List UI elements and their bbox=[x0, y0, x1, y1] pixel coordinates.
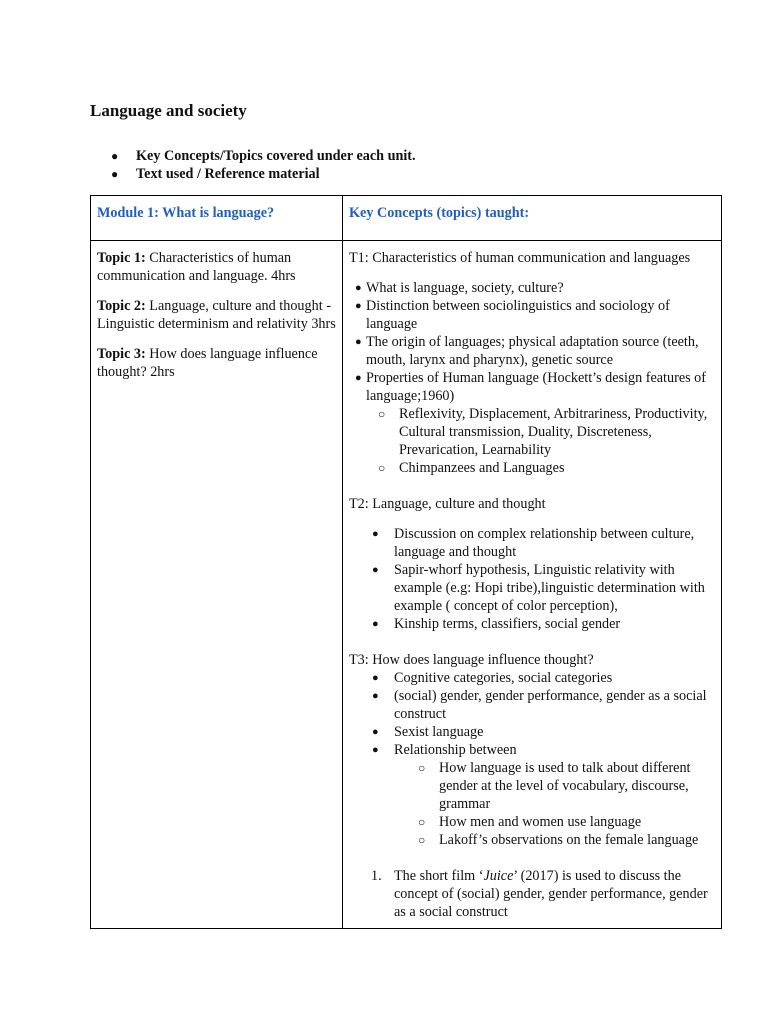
t3-sub-bullet-list bbox=[394, 759, 715, 849]
list-item bbox=[349, 867, 715, 921]
list-item: ● Distinction between sociolinguistics and sociology of language bbox=[349, 297, 715, 333]
t1-heading: T1: Characteristics of human communication and languages bbox=[349, 250, 691, 266]
t3-heading: T3: How does language influence thought? bbox=[349, 652, 594, 668]
list-number: 1. bbox=[371, 868, 382, 884]
topic-text: How does language influence thought? 2hrs bbox=[97, 346, 318, 380]
list-item: ● What is language, society, culture? bbox=[349, 279, 715, 297]
module-heading: Module 1: What is language? bbox=[97, 205, 275, 221]
list-item-text-before: The short film ‘ bbox=[394, 868, 484, 884]
topic-3 bbox=[97, 345, 336, 381]
topics-cell bbox=[91, 241, 343, 929]
topic-2 bbox=[97, 297, 336, 333]
topic-1 bbox=[97, 249, 336, 285]
list-item: ○ How language is used to talk about different gender at the level of vocabulary, discourse, grammar bbox=[394, 759, 715, 813]
summary-bullet-list bbox=[90, 147, 416, 183]
topic-label: Topic 3: bbox=[97, 346, 146, 362]
topic-text: Language, culture and thought -Linguistic determinism and relativity 3hrs bbox=[97, 298, 336, 332]
summary-bullet: ● Key Concepts/Topics covered under each unit. bbox=[90, 147, 416, 165]
module-table bbox=[90, 195, 722, 929]
summary-bullet: ● Text used / Reference material bbox=[90, 165, 416, 183]
concepts-heading: Key Concepts (topics) taught: bbox=[349, 205, 530, 221]
table-header-row bbox=[91, 196, 722, 241]
table-body-row bbox=[91, 241, 722, 929]
topic-text: Characteristics of human communication and language. 4hrs bbox=[97, 250, 296, 284]
list-item: ○ How men and women use language bbox=[394, 813, 715, 831]
list-item: ● Cognitive categories, social categories bbox=[349, 669, 715, 687]
list-item: ● (social) gender, gender performance, gender as a social construct bbox=[349, 687, 715, 723]
t1-sub-bullet-list bbox=[349, 405, 715, 477]
t1-bullet-list bbox=[349, 279, 715, 405]
list-item: ● The origin of languages; physical adaptation source (teeth, mouth, larynx and pharynx), genetic source bbox=[349, 333, 715, 369]
list-item: ● Kinship terms, classifiers, social gender bbox=[349, 615, 715, 633]
list-item bbox=[349, 741, 715, 849]
header-cell-module bbox=[91, 196, 343, 241]
t3-bullet-list bbox=[349, 669, 715, 849]
concepts-cell bbox=[343, 241, 722, 929]
numbered-list bbox=[349, 867, 715, 921]
list-item: ○ Chimpanzees and Languages bbox=[349, 459, 715, 477]
film-title: Juice bbox=[483, 868, 514, 884]
list-item: ● Sapir-whorf hypothesis, Linguistic relativity with example (e.g: Hopi tribe),linguistic determination with example ( concept of color perception), bbox=[349, 561, 715, 615]
topic-label: Topic 2: bbox=[97, 298, 146, 314]
header-cell-concepts bbox=[343, 196, 722, 241]
list-item-text-after: ’ (2017) is used to discuss the concept of (social) gender, gender performance, gender as a social construct bbox=[394, 868, 708, 920]
topic-label: Topic 1: bbox=[97, 250, 146, 266]
list-item-text: Relationship between bbox=[394, 742, 517, 758]
list-item: ● Discussion on complex relationship between culture, language and thought bbox=[349, 525, 715, 561]
list-item: ○ Reflexivity, Displacement, Arbitrariness, Productivity, Cultural transmission, Duality, Discreteness, Prevarication, Learnability bbox=[349, 405, 715, 459]
list-item: ● Properties of Human language (Hockett’s design features of language;1960) bbox=[349, 369, 715, 405]
list-item: ● Sexist language bbox=[349, 723, 715, 741]
page-title: Language and society bbox=[90, 101, 247, 120]
t2-heading: T2: Language, culture and thought bbox=[349, 496, 546, 512]
list-item: ○ Lakoff’s observations on the female language bbox=[394, 831, 715, 849]
t2-bullet-list bbox=[349, 525, 715, 633]
